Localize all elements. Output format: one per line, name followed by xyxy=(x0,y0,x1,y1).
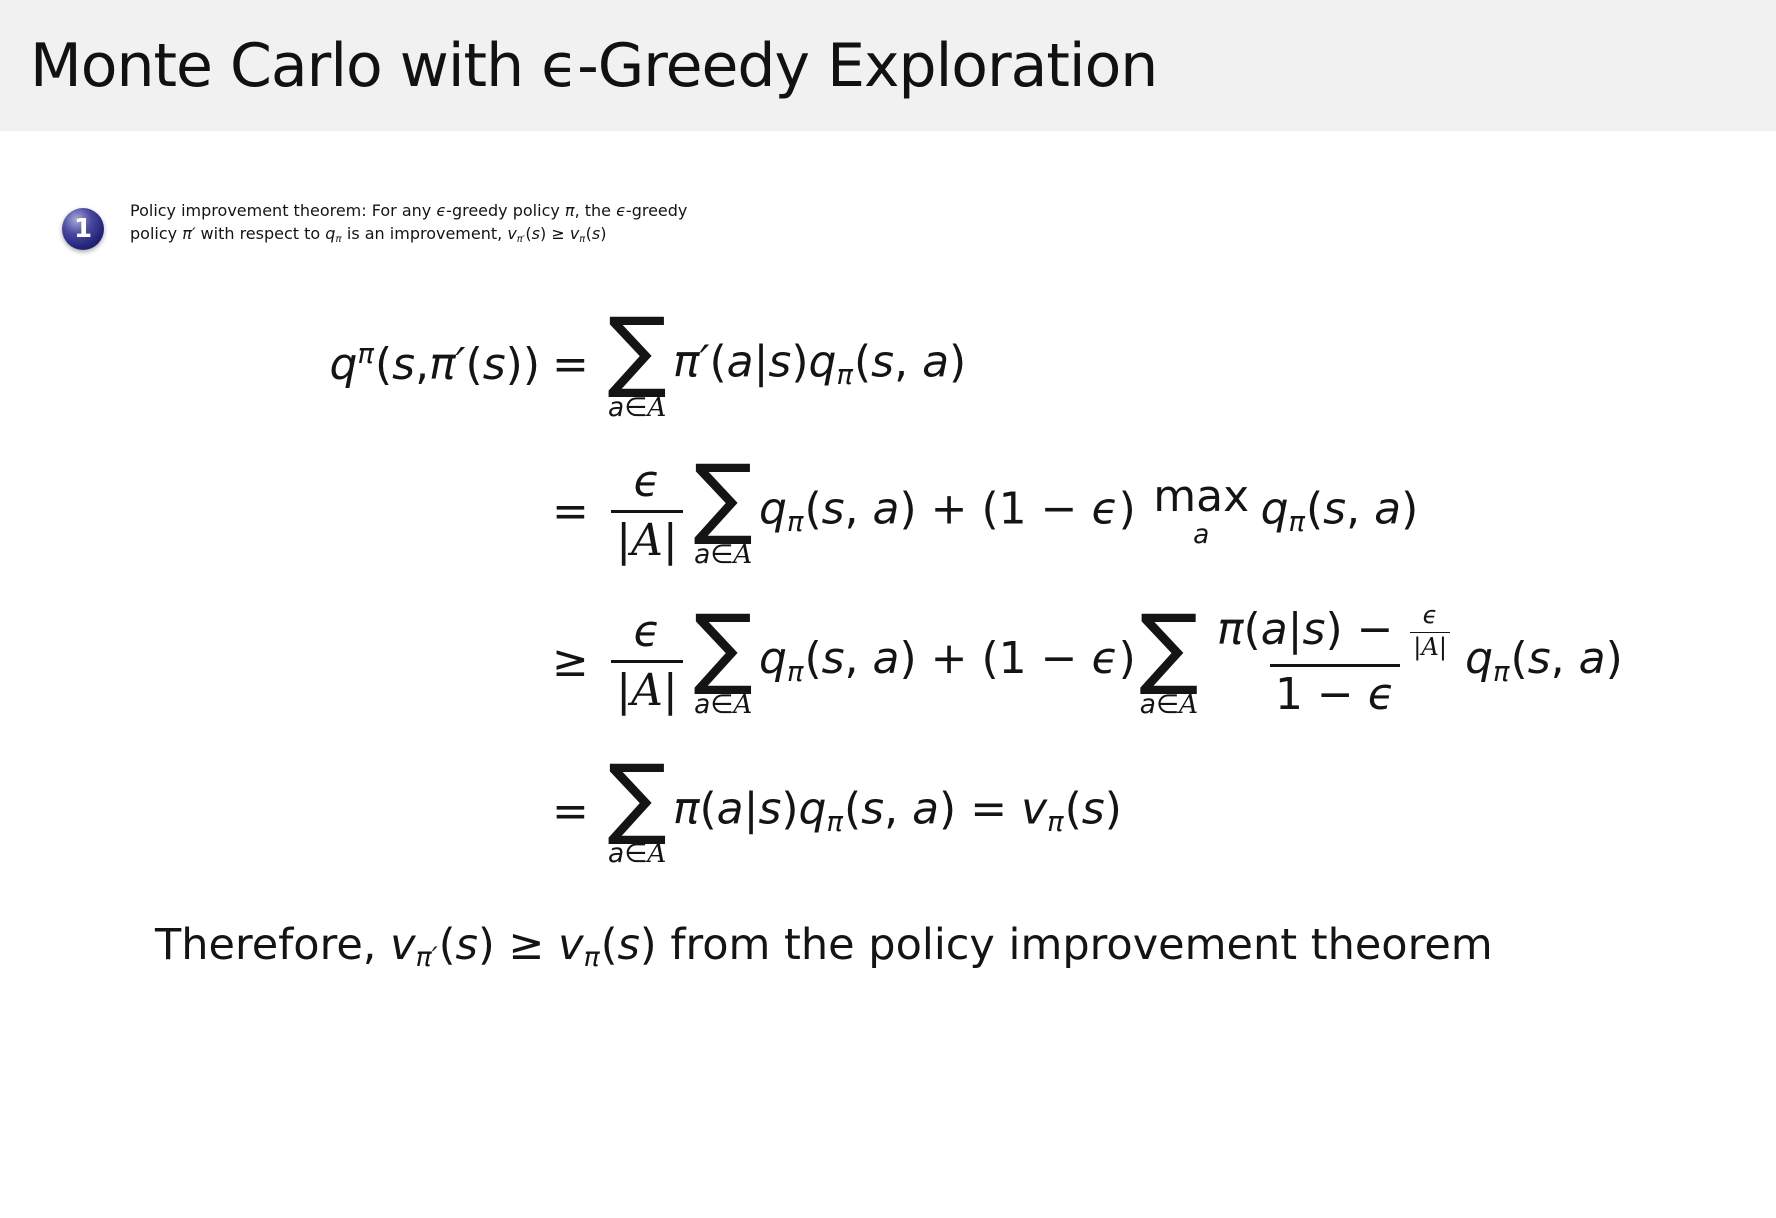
equation-1-rhs: ∑ a∈A π′(a|s)qπ(s, a) xyxy=(607,298,967,423)
equation-1-relation: = xyxy=(552,339,589,391)
equation-row-1 xyxy=(210,298,1776,423)
equation-4-rhs: ∑ a∈A π(a|s)qπ(s, a) = vπ(s) xyxy=(607,744,1122,870)
theorem-statement: Policy improvement theorem: For any ϵ-greedy policy π, the ϵ-greedy policy π′ with respect to qπ is an improvement, vπ′(s) ≥ vπ(s) xyxy=(130,201,688,245)
item-number-badge: 1 xyxy=(62,208,104,250)
equation-row-4 xyxy=(210,744,1776,870)
equation-block xyxy=(210,298,1776,870)
conclusion-text: Therefore, vπ′(s) ≥ vπ(s) from the policy improvement theorem xyxy=(155,919,1493,974)
equation-2-relation: = xyxy=(552,486,589,538)
slide-title: Monte Carlo with ϵ-Greedy Exploration xyxy=(30,30,1158,101)
bullet-item xyxy=(62,199,1716,250)
equation-1-lhs: q π ( s , π′ ( s )) xyxy=(329,339,540,391)
equation-4-relation: = xyxy=(552,785,589,837)
equation-2-rhs: $\frac{\epsilon}{|A|}$ ∑ a∈A qπ(s, a) + (1 − ϵ) max a qπ(s, a) xyxy=(604,455,1776,568)
title-bar xyxy=(0,0,1776,131)
equation-row-3 xyxy=(210,594,1776,721)
slide-body xyxy=(0,199,1776,973)
equation-row-2 xyxy=(210,445,1776,570)
equation-3-relation: ≥ xyxy=(552,636,589,687)
equation-3-rhs: $\frac{\epsilon}{|A|}$ ∑ a∈A qπ(s, a) + (1 − ϵ) ∑ a∈A π(a|s) − $\frac{\epsilon}{|A|}$ 1 − ϵ qπ(s, a) xyxy=(604,602,1776,720)
